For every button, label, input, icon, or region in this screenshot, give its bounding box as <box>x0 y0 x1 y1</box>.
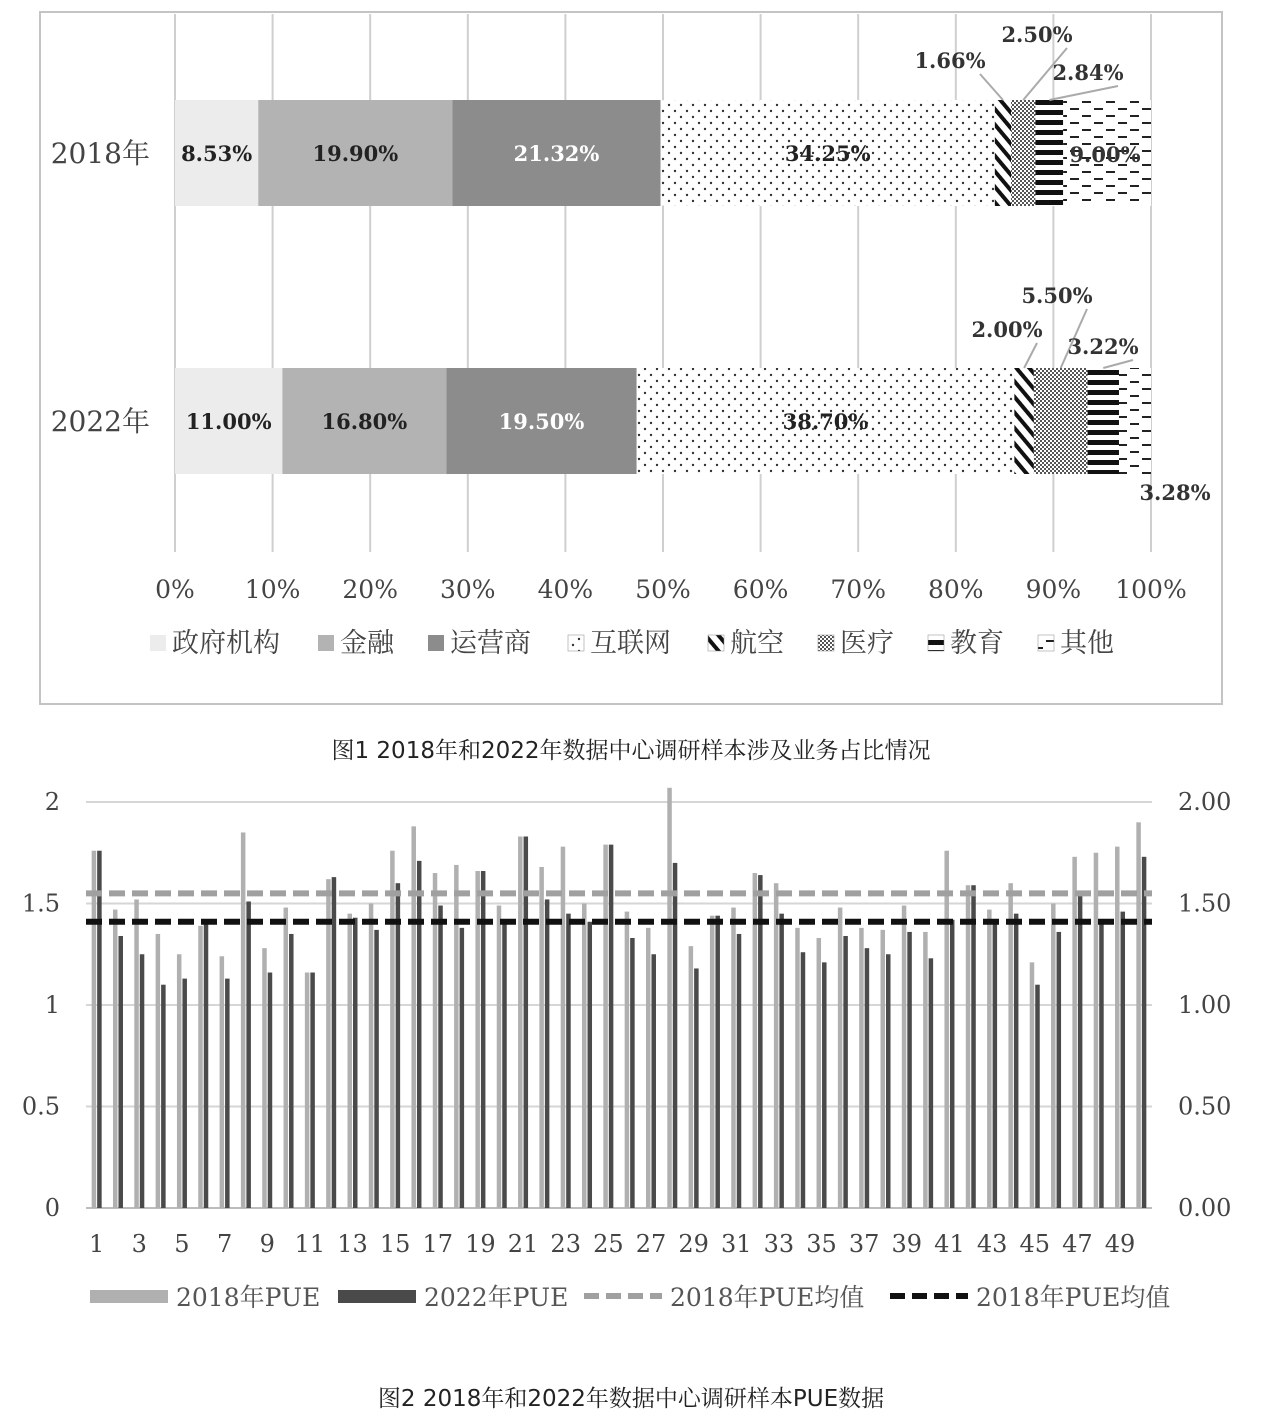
pue-bar <box>225 979 230 1208</box>
legend-label: 互联网 <box>590 628 671 659</box>
data-label: 5.50% <box>1021 283 1093 308</box>
pue-bar <box>715 916 720 1208</box>
pue-bar <box>1136 822 1141 1208</box>
pue-bar <box>774 883 779 1208</box>
x-tick-label: 0% <box>155 575 195 604</box>
pue-bar <box>1099 920 1104 1208</box>
x-tick-label: 3 <box>131 1230 147 1258</box>
pue-bar <box>177 954 182 1208</box>
x-tick-label: 29 <box>678 1230 709 1258</box>
x-tick-label: 11 <box>294 1230 326 1258</box>
data-label: 8.53% <box>181 141 253 166</box>
legend-swatch <box>568 635 584 651</box>
y-tick-label-right: 2.00 <box>1178 788 1232 816</box>
pue-bar <box>140 954 145 1208</box>
pue-bar <box>454 865 459 1208</box>
legend-swatch <box>150 635 166 651</box>
pue-bar <box>1051 904 1056 1209</box>
pue-bar <box>92 851 97 1208</box>
x-tick-label: 80% <box>928 575 984 604</box>
x-tick-label: 50% <box>635 575 691 604</box>
legend-swatch <box>428 635 444 651</box>
pue-bar <box>268 973 273 1208</box>
pue-bar <box>779 914 784 1208</box>
pue-bar <box>310 973 315 1208</box>
pue-bar <box>609 845 614 1208</box>
legend-swatch <box>318 635 334 651</box>
x-tick-label: 70% <box>830 575 886 604</box>
y-tick-label-right: 1.50 <box>1178 889 1232 918</box>
pue-bar <box>731 908 736 1208</box>
bar-segment <box>1034 368 1088 474</box>
y-gridlines <box>86 802 1152 1208</box>
pue-bar <box>369 904 374 1209</box>
pue-bar <box>1094 853 1099 1208</box>
data-label: 19.90% <box>312 141 399 166</box>
pue-bar <box>1078 895 1083 1208</box>
pue-bar <box>758 875 763 1208</box>
x-tick-label: 39 <box>891 1230 923 1258</box>
x-tick-label: 37 <box>848 1230 880 1258</box>
pue-bar <box>411 826 416 1208</box>
pue-bar <box>1030 962 1035 1208</box>
pue-bar <box>262 948 267 1208</box>
y-tick-label-left: 2 <box>44 788 60 816</box>
y-tick-label-left: 0 <box>44 1194 60 1222</box>
pue-bar <box>305 973 310 1208</box>
pue-bars <box>92 788 1147 1208</box>
x-tick-label: 7 <box>216 1230 233 1258</box>
legend-swatch <box>338 1290 416 1303</box>
legend-label: 金融 <box>340 628 394 659</box>
pue-bar <box>582 904 587 1209</box>
pue-bar <box>1142 857 1147 1208</box>
pue-bar <box>97 851 102 1208</box>
pue-bar <box>1072 857 1077 1208</box>
bar-segment <box>1119 368 1151 474</box>
x-tick-label: 15 <box>379 1230 411 1258</box>
left-y-tick-labels <box>22 788 60 1222</box>
pue-bar <box>374 930 379 1208</box>
x-tick-labels <box>89 1230 1135 1258</box>
x-tick-label: 49 <box>1104 1230 1136 1258</box>
pue-bar <box>134 899 139 1208</box>
pue-bar <box>1008 883 1013 1208</box>
pue-bar <box>417 861 422 1208</box>
pue-bar <box>353 918 358 1208</box>
pue-bar <box>902 906 907 1208</box>
pue-bar <box>289 934 294 1208</box>
pue-bar <box>438 906 443 1208</box>
legend-swatch <box>818 635 834 651</box>
x-tick-label: 9 <box>259 1230 275 1258</box>
pue-bar <box>651 954 656 1208</box>
bar-segment <box>995 100 1011 206</box>
x-tick-label: 47 <box>1062 1230 1093 1258</box>
data-label: 2.50% <box>1001 22 1073 47</box>
data-label: 19.50% <box>498 409 585 434</box>
pue-bar <box>625 912 630 1208</box>
pue-bar <box>1115 847 1120 1208</box>
x-tick-label: 5 <box>174 1230 190 1258</box>
pue-bar <box>113 910 118 1208</box>
right-y-tick-labels <box>1178 788 1231 1222</box>
pue-bar <box>689 946 694 1208</box>
x-tick-label: 17 <box>422 1230 454 1258</box>
pue-bar <box>795 928 800 1208</box>
x-tick-label: 21 <box>507 1230 539 1258</box>
pue-bar <box>817 938 822 1208</box>
pue-bar <box>561 847 566 1208</box>
data-label: 1.66% <box>914 48 986 73</box>
pue-bar <box>198 926 203 1208</box>
y-tick-label-left: 1 <box>44 991 60 1019</box>
pue-bar <box>838 908 843 1208</box>
legend-label: 2018年PUE均值 <box>670 1283 865 1312</box>
pue-bar <box>886 954 891 1208</box>
pue-bar <box>390 851 395 1208</box>
bar-segment <box>1035 100 1063 206</box>
legend-swatch <box>90 1290 168 1303</box>
legend-label: 其他 <box>1060 628 1114 659</box>
x-tick-label: 13 <box>337 1230 368 1258</box>
x-tick-label: 19 <box>465 1230 496 1258</box>
pue-bar <box>326 879 331 1208</box>
pue-bar <box>822 962 827 1208</box>
pue-bar <box>987 910 992 1208</box>
category-label: 2022年 <box>50 405 150 438</box>
pue-bar <box>950 920 955 1208</box>
pue-bar <box>630 938 635 1208</box>
pue-bar <box>588 922 593 1208</box>
pue-bar <box>993 924 998 1208</box>
x-tick-label: 20% <box>342 575 398 604</box>
x-tick-label: 43 <box>976 1230 1008 1258</box>
bar-segment <box>1014 368 1034 474</box>
bar-segment <box>1011 100 1035 206</box>
pue-bar <box>118 936 123 1208</box>
x-tick-label: 1 <box>89 1230 105 1258</box>
pue-bar <box>332 877 337 1208</box>
pue-bar <box>966 885 971 1208</box>
legend-label: 2022年PUE <box>424 1283 569 1312</box>
pue-bar <box>1035 985 1040 1208</box>
pue-bar <box>246 901 251 1208</box>
pue-bar <box>971 885 976 1208</box>
legend-label: 教育 <box>950 628 1004 659</box>
pue-bar <box>907 932 912 1208</box>
pue-bar <box>161 985 166 1208</box>
x-tick-label: 23 <box>550 1230 581 1258</box>
pue-bar <box>220 956 225 1208</box>
pue-bar <box>1057 932 1062 1208</box>
pue-bar <box>545 899 550 1208</box>
pue-bar <box>801 952 806 1208</box>
data-label: 21.32% <box>513 141 600 166</box>
x-tick-label: 25 <box>593 1230 624 1258</box>
data-label: 3.22% <box>1067 334 1139 359</box>
pue-bar <box>923 932 928 1208</box>
legend-swatch <box>708 635 724 651</box>
pue-bar <box>1121 912 1126 1208</box>
pue-bar <box>502 922 507 1208</box>
y-tick-label-right: 1.00 <box>1178 991 1232 1019</box>
x-tick-label: 40% <box>537 575 594 604</box>
legend-label: 医疗 <box>840 628 894 659</box>
figure-2-caption: 图2 2018年和2022年数据中心调研样本PUE数据 <box>377 1386 885 1412</box>
legend-swatch <box>928 635 944 651</box>
pue-bar <box>859 928 864 1208</box>
data-label: 9.00% <box>1069 142 1141 167</box>
pue-bar <box>284 908 289 1208</box>
legend <box>90 1283 1170 1312</box>
data-label: 11.00% <box>185 409 272 434</box>
x-tick-label: 10% <box>244 575 301 604</box>
reference-lines <box>86 893 1152 921</box>
y-tick-label-left: 1.5 <box>21 889 60 918</box>
pue-bar <box>929 958 934 1208</box>
pue-bar <box>673 863 678 1208</box>
pue-bar <box>710 916 715 1208</box>
x-tick-label: 60% <box>732 575 789 604</box>
data-label: 2.84% <box>1052 60 1124 85</box>
figure-1-caption: 图1 2018年和2022年数据中心调研样本涉及业务占比情况 <box>331 738 931 764</box>
x-tick-label: 45 <box>1019 1230 1051 1258</box>
pue-bar <box>396 883 401 1208</box>
x-tick-label: 30% <box>440 575 496 604</box>
legend-label: 2018年PUE <box>176 1283 321 1312</box>
y-tick-label-left: 0.5 <box>21 1092 60 1121</box>
pue-bar <box>694 968 699 1208</box>
x-tick-label: 41 <box>934 1230 965 1258</box>
pue-bar <box>865 948 870 1208</box>
pue-bar <box>182 979 187 1208</box>
pue-bar <box>497 906 502 1208</box>
y-tick-label-right: 0.50 <box>1178 1092 1232 1121</box>
bar-segment <box>1088 368 1119 474</box>
pue-bar <box>881 930 886 1208</box>
y-tick-label-right: 0.00 <box>1178 1194 1232 1222</box>
x-tick-label: 90% <box>1025 575 1082 604</box>
legend-label: 2018年PUE均值 <box>976 1283 1171 1312</box>
category-label: 2018年 <box>50 137 150 170</box>
pue-chart <box>0 778 1262 1338</box>
data-label: 16.80% <box>321 409 408 434</box>
data-label: 3.28% <box>1139 480 1211 505</box>
x-tick-label: 27 <box>635 1230 667 1258</box>
x-tick-label: 31 <box>720 1230 752 1258</box>
pue-bar <box>460 928 465 1208</box>
pue-bar <box>737 934 742 1208</box>
pue-bar <box>518 837 523 1208</box>
pue-bar <box>944 851 949 1208</box>
data-label: 2.00% <box>971 317 1043 342</box>
pue-bar <box>539 867 544 1208</box>
pue-bar <box>241 832 246 1208</box>
data-label: 34.25% <box>784 141 871 166</box>
x-tick-label: 33 <box>763 1230 795 1258</box>
x-tick-label: 100% <box>1115 575 1187 604</box>
pue-bar <box>843 936 848 1208</box>
legend-label: 政府机构 <box>172 628 280 659</box>
x-tick-label: 35 <box>806 1230 837 1258</box>
pue-bar <box>348 914 353 1208</box>
pue-bar <box>603 845 608 1208</box>
pue-bar <box>156 934 161 1208</box>
pue-bar <box>204 924 209 1208</box>
legend-swatch <box>1038 635 1054 651</box>
legend-label: 运营商 <box>450 628 531 659</box>
pue-bar <box>667 788 672 1208</box>
pue-bar <box>646 928 651 1208</box>
data-label: 38.70% <box>782 409 869 434</box>
legend-label: 航空 <box>730 628 784 659</box>
pue-bar <box>1014 914 1019 1208</box>
pue-bar <box>566 914 571 1208</box>
